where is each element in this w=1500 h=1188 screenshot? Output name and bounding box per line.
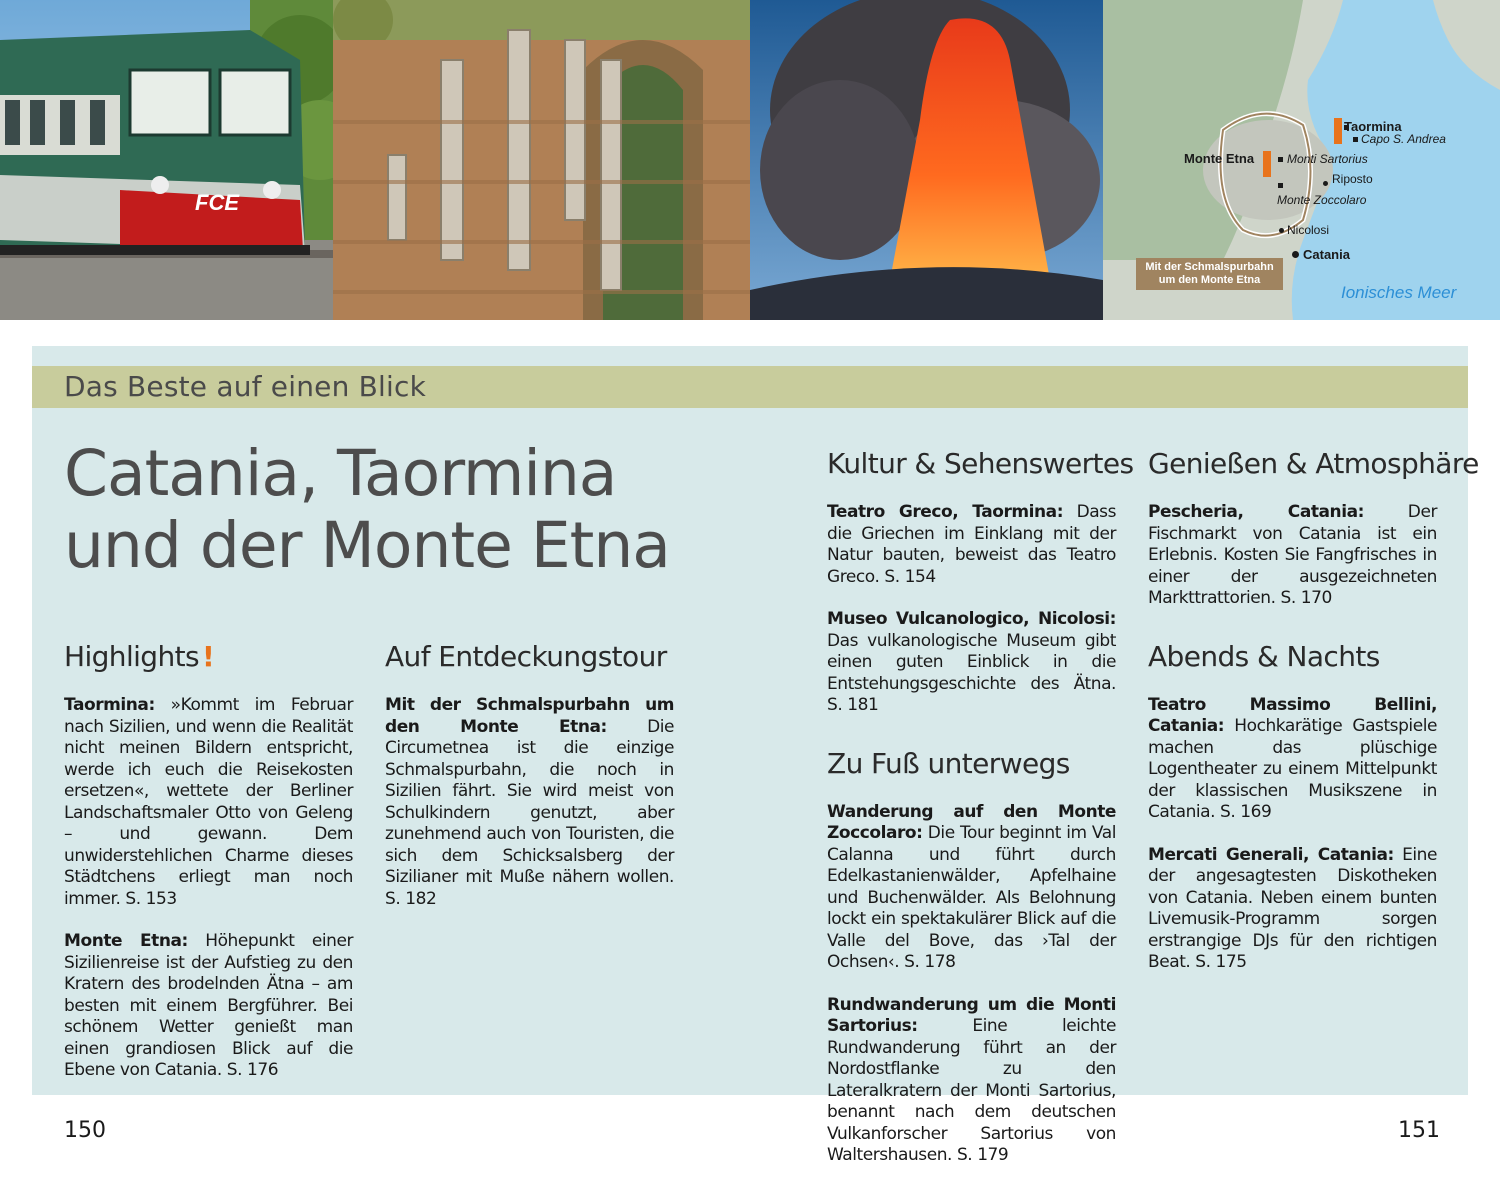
entry-title: Pescheria, Catania: — [1148, 502, 1364, 522]
entry-bellini — [1148, 695, 1437, 824]
entry-text: Eine der angesagtesten Diskotheken von Catania. Neben einem bunten Livemusik-Programm sorgen erstrangige DJs für den richtigen Beat. S. 175 — [1148, 844, 1437, 972]
entry-pescheria — [1148, 502, 1437, 610]
entry-museo-vulcanologico — [827, 609, 1116, 717]
map-label-capo: Capo S. Andrea — [1361, 132, 1446, 146]
entry-text: Die Circumetnea ist die einzige Schmalspurbahn, die noch in Sizilien fährt. Sie wird meist von Schulkindern genutzt, aber zunehmend auch von Touristen, die sich dem Schicksalsberg der Sizilianer mit Muße nähern wollen. S. 182 — [385, 716, 674, 909]
section-banner — [32, 366, 1468, 408]
entry-schmalspurbahn — [385, 695, 674, 910]
map-label-taormina: Taormina — [1344, 119, 1402, 134]
nicolosi-dot-icon — [1279, 228, 1284, 233]
column-geniessen — [1148, 447, 1479, 995]
entry-zoccolaro — [827, 802, 1116, 974]
route-label-line1: Mit der Schmalspurbahn — [1145, 261, 1274, 273]
taormina-highlight-marker — [1334, 118, 1342, 144]
etna-eruption-photo — [750, 0, 1103, 320]
entry-text: Höhepunkt einer Sizilienreise ist der Aufstieg zu den Kratern des brodelnden Ätna – am besten mit einem Bergführer. Bei schönem Wetter genießt man einen grandiosen Blick auf die Ebene von Catania. S. 176 — [64, 931, 354, 1080]
svg-text:FCE: FCE — [195, 190, 239, 215]
entry-taormina — [64, 695, 353, 910]
entry-title: Taormina: — [64, 695, 155, 715]
sartorius-square-icon — [1278, 157, 1283, 162]
train-photo — [0, 0, 333, 320]
entry-text: Das vulkanologische Museum gibt einen guten Einblick in die Entstehungsgeschichte des Ätna. S. 181 — [827, 630, 1116, 715]
highlight-exclamation-icon: ! — [202, 640, 215, 673]
map-label-monte-etna: Monte Etna — [1184, 151, 1255, 166]
heading-highlights-text: Highlights — [64, 640, 199, 673]
entry-title: Rundwanderung um die Monti Sartorius: — [827, 994, 1116, 1036]
page-number-left: 150 — [64, 1118, 106, 1143]
photo-strip — [0, 0, 1500, 320]
heading-geniessen: Genießen & Atmosphäre — [1148, 447, 1479, 480]
entry-sartorius — [827, 995, 1116, 1167]
entry-title: Teatro Greco, Taormina: — [827, 502, 1064, 522]
entry-text: Dass die Griechen im Einklang mit der Natur bauten, beweist das Teatro Greco. S. 154 — [827, 502, 1116, 587]
map-label-sea: Ionisches Meer — [1341, 283, 1457, 302]
page-number-right: 151 — [1398, 1118, 1440, 1143]
etna-highlight-marker — [1263, 151, 1271, 177]
banner-title: Das Beste auf einen Blick — [64, 370, 426, 403]
heading-highlights — [64, 640, 353, 673]
entry-title: Teatro Massimo Bellini, Catania: — [1148, 694, 1437, 736]
zoccolaro-square-icon — [1278, 183, 1283, 188]
entry-title: Wanderung auf den Monte Zoccolaro: — [827, 801, 1116, 843]
column-highlights — [64, 640, 353, 1103]
heading-abends: Abends & Nachts — [1148, 639, 1380, 673]
entry-title: Mit der Schmalspurbahn um den Monte Etna: — [385, 695, 674, 737]
route-label-box — [1136, 258, 1283, 290]
page-title — [64, 438, 764, 582]
entry-title: Monte Etna: — [64, 931, 188, 951]
heading-kultur: Kultur & Sehenswertes — [827, 447, 1134, 480]
map-label-monte-zoccolaro: Monte Zoccolaro — [1277, 193, 1367, 207]
entry-text: Hochkarätige Gastspiele machen das plüschige Logentheater zu einem Mittelpunkt der klassischen Musikszene in Catania. S. 169 — [1148, 716, 1437, 822]
column-entdeckungstour — [385, 640, 674, 931]
entry-monte-etna — [64, 931, 353, 1082]
heading-entdeckungstour: Auf Entdeckungstour — [385, 640, 667, 673]
entry-title: Mercati Generali, Catania: — [1148, 844, 1394, 865]
page-title-line2: und der Monte Etna — [64, 509, 670, 582]
map-label-riposto: Riposto — [1332, 172, 1373, 186]
entry-text: Die Tour beginnt im Val Calanna und führt durch Edelkastanienwälder, Apfelhaine und Buchenwälder. Als Belohnung lockt ein spektakulärer Blick auf die Valle del Bove, das ›Tal der Ochsen‹. S. 178 — [827, 823, 1116, 972]
catania-dot-icon — [1292, 251, 1299, 258]
entry-text: Eine leichte Rundwanderung führt an der Nordostflanke zu den Lateralkratern der Monti Sartorius, benannt nach dem deutschen Vulkanforscher Sartorius von Waltershausen. S. 179 — [827, 1016, 1116, 1165]
entry-teatro-greco — [827, 502, 1116, 588]
map-label-monti-sartorius: Monti Sartorius — [1287, 152, 1368, 166]
map-label-catania: Catania — [1303, 247, 1350, 262]
page-title-line1: Catania, Taormina — [64, 437, 617, 510]
column-kultur — [827, 447, 1134, 1188]
entry-text: »Kommt im Februar nach Sizilien, und wenn die Realität nicht meinen Bildern entspricht, werde ich euch die Reisekosten ersetzen«, wettete der Berliner Landschaftsmaler Otto von Geleng – und gewann. Dem unwiderstehlichen Charme dieses Städtchens erliegt man noch immer. S. 153 — [64, 695, 353, 909]
route-label-line2: um den Monte Etna — [1158, 274, 1261, 286]
entry-mercati — [1148, 845, 1437, 974]
heading-zu-fuss: Zu Fuß unterwegs — [827, 746, 1070, 780]
entry-text: Der Fischmarkt von Catania ist ein Erlebnis. Kosten Sie Fangfrisches in einer der ausgezeichneten Markttrattorien. S. 170 — [1148, 502, 1437, 608]
map-label-nicolosi: Nicolosi — [1287, 223, 1330, 237]
capo-square-icon — [1353, 137, 1358, 142]
entry-title: Museo Vulcanologico, Nicolosi: — [827, 609, 1116, 629]
teatro-greco-photo — [333, 0, 750, 320]
riposto-dot-icon — [1323, 181, 1328, 186]
